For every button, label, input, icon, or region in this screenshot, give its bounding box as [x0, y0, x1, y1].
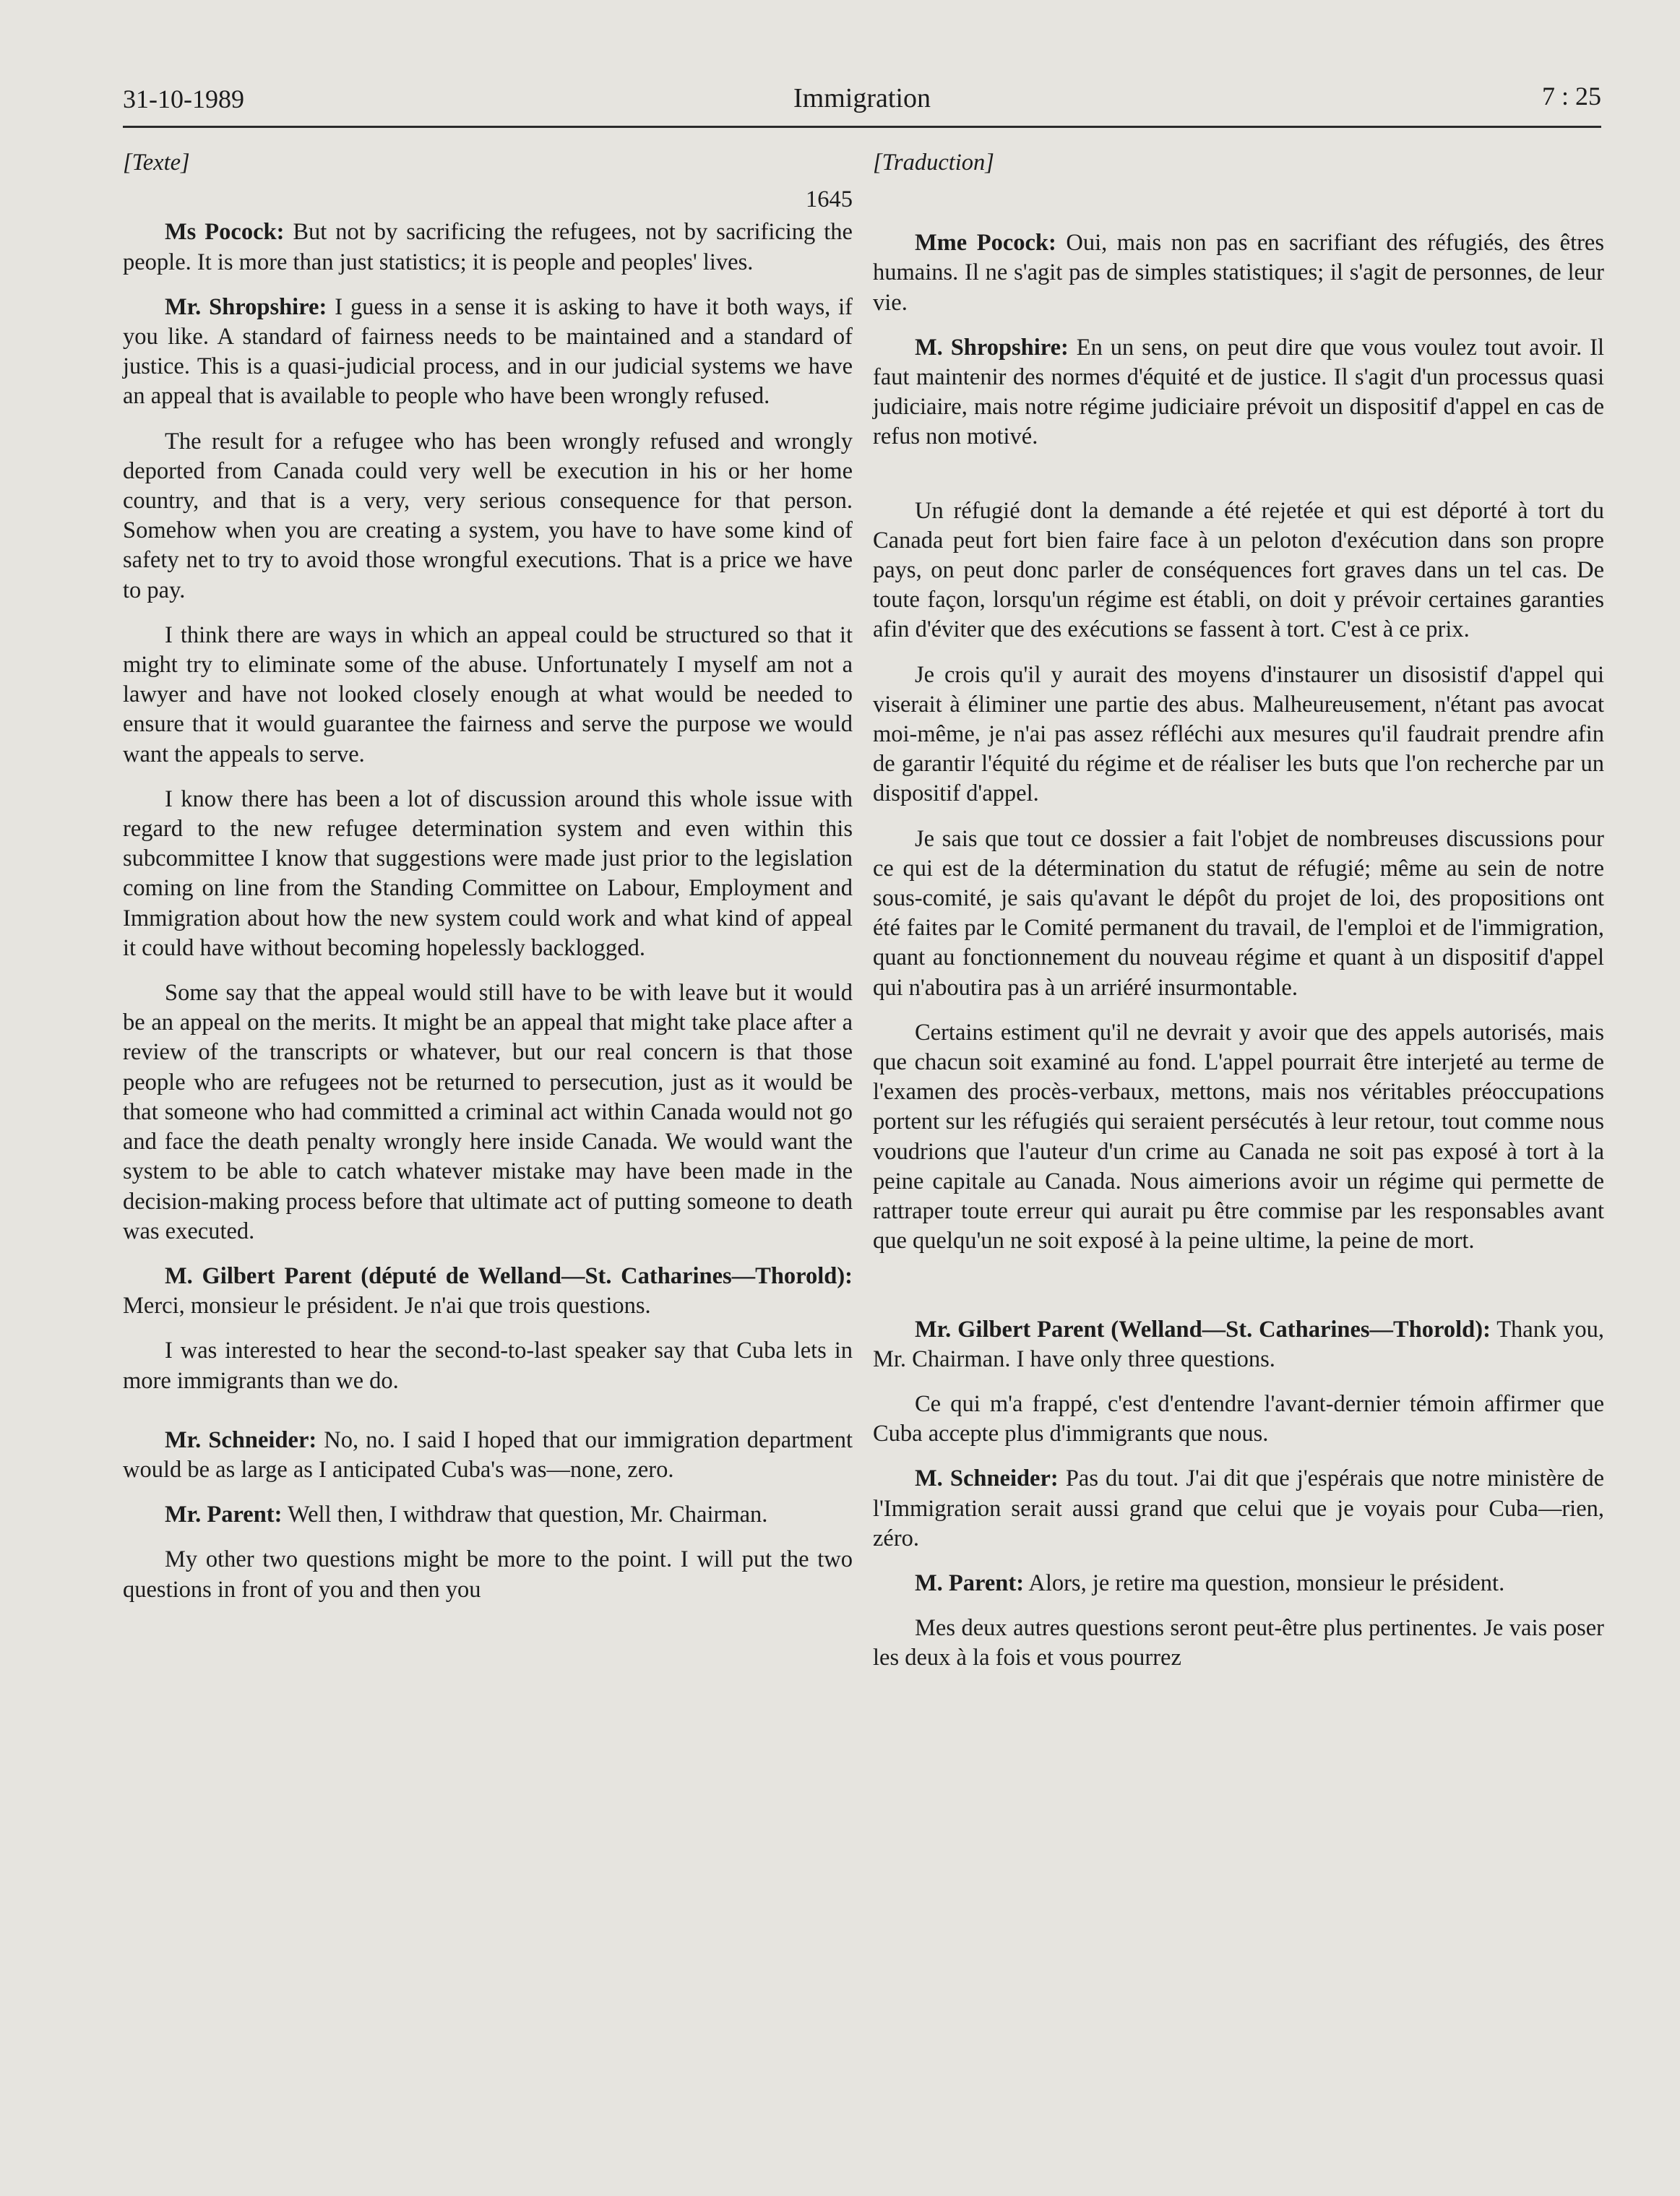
paragraph-text: Certains estiment qu'il ne devrait y avoir que des appels autorisés, mais que chacun soit examiné au fond. L'appel pourrait être interjeté au terme de l'examen des procès-verbaux, mettons, mais nos véritables préoccupations portent sur les réfugiés qui seraient persécutés à leur retour, tout comme nous voudrions que l'auteur d'un crime au Canada ne soit pas exposé à tort à la peine capitale au Canada. Nous aimerions avoir un régime qui permette de rattraper toute erreur qui aurait pu être commise par les responsables avant que quelqu'un ne soit exposé à la peine ultime, la peine de mort.: [873, 1019, 1604, 1254]
speaker-name: Mr. Shropshire:: [165, 293, 327, 320]
paragraph-text: Pas du tout. J'ai dit que j'espérais que notre ministère de l'Immigration serait aussi grand que celui que je voyais pour Cuba—rien, zéro.: [873, 1465, 1604, 1551]
paragraph: [123, 1500, 853, 1530]
speaker-name: Mme Pocock:: [915, 230, 1056, 257]
speaker-name: M. Schneider:: [915, 1465, 1059, 1492]
paragraph: [123, 785, 853, 963]
paragraph: [873, 496, 1604, 645]
paragraph-text: Ce qui m'a frappé, c'est d'entendre l'avant-dernier témoin affirmer que Cuba accepte plus d'immigrants que nous.: [873, 1390, 1604, 1447]
speaker-name: Mr. Schneider:: [165, 1426, 317, 1453]
time-stamp: 1645: [806, 186, 853, 213]
speaker-name: Ms Pocock:: [165, 219, 285, 246]
paragraph: [873, 1018, 1604, 1257]
paragraph: [123, 293, 853, 412]
paragraph: [123, 621, 853, 770]
header-page-number: 7 : 25: [1541, 82, 1601, 111]
french-column: [873, 148, 1604, 1689]
paragraph: [873, 228, 1604, 318]
paragraph-text: Je sais que tout ce dossier a fait l'objet de nombreuses discussions pour ce qui est de la détermination du statut de réfugié; même au sein de notre sous-comité, je sais qu'avant le dépôt du projet de loi, des propositions ont été faites par le Comité permanent du travail, de l'emploi et de l'immigration, quant au fonctionnement du nouveau régime et quant à un dispositif d'appel qui n'aboutira pas à un arriéré insurmontable.: [873, 825, 1604, 1001]
speaker-name: M. Gilbert Parent (député de Welland—St. Catharines—Thorold):: [165, 1262, 853, 1289]
speaker-name: M. Parent:: [915, 1570, 1025, 1596]
paragraph-text: I guess in a sense it is asking to have it both ways, if you like. A standard of fairness needs to be maintained and a standard of justice. This is a quasi-judicial process, and in our judicial systems we have an appeal that is available to people who have been wrongly refused.: [123, 293, 853, 410]
paragraph-text: No, no. I said I hoped that our immigration department would be as large as I anticipated Cuba's was—none, zero.: [123, 1426, 853, 1483]
paragraph-text: Alors, je retire ma question, monsieur le président.: [1024, 1570, 1505, 1596]
speaker-name: M. Shropshire:: [915, 334, 1069, 361]
header-title: Immigration: [793, 83, 931, 113]
speaker-name: Mr. Gilbert Parent (Welland—St. Catharines—Thorold):: [915, 1316, 1491, 1343]
paragraph-text: But not by sacrificing the refugees, not by sacrificing the people. It is more than just statistics; it is people and peoples' lives.: [123, 219, 853, 275]
paragraph-text: Je crois qu'il y aurait des moyens d'instaurer un disosistif d'appel qui viserait à éliminer une partie des abus. Malheureusement, n'étant pas avocat moi-même, je n'ai pas assez réfléchi aux mesures qu'il faudrait prendre afin de garantir l'équité du régime et de réaliser les buts que l'on recherche par un dispositif d'appel.: [873, 661, 1604, 807]
paragraph-text: Un réfugié dont la demande a été rejetée et qui est déporté à tort du Canada peut fort bien faire face à un peloton d'exécution dans son propre pays, on peut donc parler de conséquences fort graves dans un tel cas. De toute façon, lorsqu'un régime est établi, on doit y prévoir certaines garanties afin d'éviter que des exécutions se fassent à tort. C'est à ce prix.: [873, 497, 1604, 643]
paragraph: [873, 824, 1604, 1003]
paragraph-text: I know there has been a lot of discussion around this whole issue with regard to the new refugee determination system and even within this subcommittee I know that suggestions were made just prior to the legislation coming on line from the Standing Committee on Labour, Employment and Immigration about how the new system could work and what kind of appeal it could have without becoming hopelessly backlogged.: [123, 785, 853, 961]
page-header: [123, 81, 1601, 128]
paragraph: [123, 427, 853, 606]
paragraph: [123, 218, 853, 277]
paragraph: [873, 1464, 1604, 1554]
paragraph: [123, 1426, 853, 1485]
paragraph-text: My other two questions might be more to the point. I will put the two questions in front of you and then you: [123, 1546, 853, 1603]
paragraph-text: Oui, mais non pas en sacrifiant des réfugiés, des êtres humains. Il ne s'agit pas de simples statistiques; il s'agit de personnes, de leur vie.: [873, 230, 1604, 316]
paragraph-text: En un sens, on peut dire que vous voulez tout avoir. Il faut maintenir des normes d'équité et de justice. Il s'agit d'un processus quasi judiciaire, mais notre régime judiciaire prévoit un dispositif d'appel en cas de refus non motivé.: [873, 334, 1605, 450]
paragraph: [123, 1336, 853, 1395]
header-date: 31-10-1989: [123, 85, 244, 113]
paragraph: [123, 1545, 853, 1604]
paragraph: [123, 1262, 853, 1321]
paragraph: [123, 978, 853, 1246]
paragraph-text: Some say that the appeal would still have to be with leave but it would be an appeal on the merits. It might be an appeal that might take place after a review of the transcripts or whatever, but our real concern is that those people who are refugees not be returned to persecution, just as it would be that someone who had committed a criminal act within Canada would not go and face the death penalty wrongly here inside Canada. We would want the system to be able to catch whatever mistake may have been made in the decision-making process before that ultimate act of putting someone to death was executed.: [123, 980, 853, 1244]
paragraph: [873, 660, 1604, 809]
paragraph: [873, 1315, 1604, 1374]
language-label: [Texte]: [123, 150, 190, 176]
paragraph-text: The result for a refugee who has been wrongly refused and wrongly deported from Canada could very well be execution in his or her home country, and that is a very, very serious consequence for that person. Somehow when you are creating a system, you have to have some kind of safety net to try to avoid those wrongful executions. That is a price we have to pay.: [123, 428, 853, 603]
language-label: [Traduction]: [873, 150, 994, 176]
paragraph-text: Well then, I withdraw that question, Mr. Chairman.: [282, 1502, 768, 1528]
paragraph: [873, 1569, 1604, 1598]
paragraph: [873, 1390, 1604, 1449]
paragraph-text: Thank you, Mr. Chairman. I have only three questions.: [873, 1316, 1604, 1372]
speaker-name: Mr. Parent:: [165, 1502, 283, 1528]
english-column: [123, 148, 853, 1620]
paragraph-text: I think there are ways in which an appeal could be structured so that it might try to eliminate some of the abuse. Unfortunately I myself am not a lawyer and have not looked closely enough at what would be needed to ensure that it would guarantee the fairness and serve the purpose we would want the appeals to serve.: [123, 621, 853, 767]
paragraph-text: I was interested to hear the second-to-last speaker say that Cuba lets in more immigrants than we do.: [123, 1338, 853, 1394]
paragraph-text: Merci, monsieur le président. Je n'ai que trois questions.: [123, 1293, 651, 1319]
paragraph: [873, 333, 1604, 452]
paragraph: [873, 1614, 1604, 1673]
paragraph-text: Mes deux autres questions seront peut-être plus pertinentes. Je vais poser les deux à la fois et vous pourrez: [873, 1615, 1604, 1671]
